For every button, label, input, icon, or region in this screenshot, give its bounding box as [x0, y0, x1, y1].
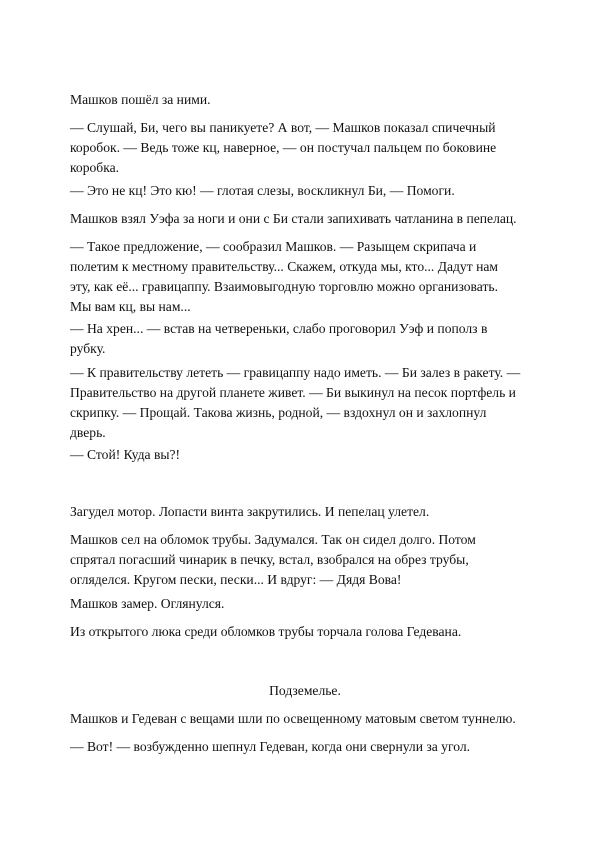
- paragraph: — На хрен... — встав на четвереньки, слабо проговорил Уэф и пополз в рубку.: [70, 321, 488, 356]
- paragraph: Машков взял Уэфа за ноги и они с Би стали запихивать чатланина в пепелац.: [70, 211, 517, 226]
- paragraph: — Вот! — возбужденно шепнул Гедеван, когда они свернули за угол.: [70, 739, 471, 754]
- paragraph: Машков замер. Оглянулся.: [70, 596, 225, 611]
- paragraph: — Такое предложение, — сообразил Машков. — Разыщем скрипача и полетим к местному правительству... Скажем, откуда мы, кто... Дадут нам эту, как её... гравицаппу. Взаимовыгодную торговлю можно организовать. Мы вам кц, вы нам...: [70, 239, 499, 314]
- paragraph: — Это не кц! Это кю! — глотая слезы, воскликнул Би, — Помоги.: [70, 183, 455, 198]
- paragraph: Машков пошёл за ними.: [70, 92, 211, 107]
- section-heading: Подземелье.: [269, 683, 341, 698]
- paragraph: — Стой! Куда вы?!: [70, 447, 181, 462]
- paragraph: Машков сел на обломок трубы. Задумался. Так он сидел долго. Потом спрятал погасший чинарик в печку, встал, взобрался на обрез трубы, огляделся. Кругом пески, пески... И вдруг: — Дядя Вова!: [70, 532, 476, 587]
- paragraph: Загудел мотор. Лопасти винта закрутились. И пепелац улетел.: [70, 504, 430, 519]
- paragraph: — Слушай, Би, чего вы паникуете? А вот, — Машков показал спичечный коробок. — Ведь тоже кц, наверное, — он постучал пальцем по боковине коробка.: [70, 120, 497, 175]
- paragraph: Из открытого люка среди обломков трубы торчала голова Гедевана.: [70, 624, 462, 639]
- paragraph: Машков и Гедеван с вещами шли по освещенному матовым светом туннелю.: [70, 711, 516, 726]
- paragraph: — К правительству лететь — гравицаппу надо иметь. — Би залез в ракету. — Правительство на другой планете живет. — Би выкинул на песок портфель и скрипку. — Прощай. Такова жизнь, родной, — вздохнул он и захлопнул дверь.: [70, 365, 521, 440]
